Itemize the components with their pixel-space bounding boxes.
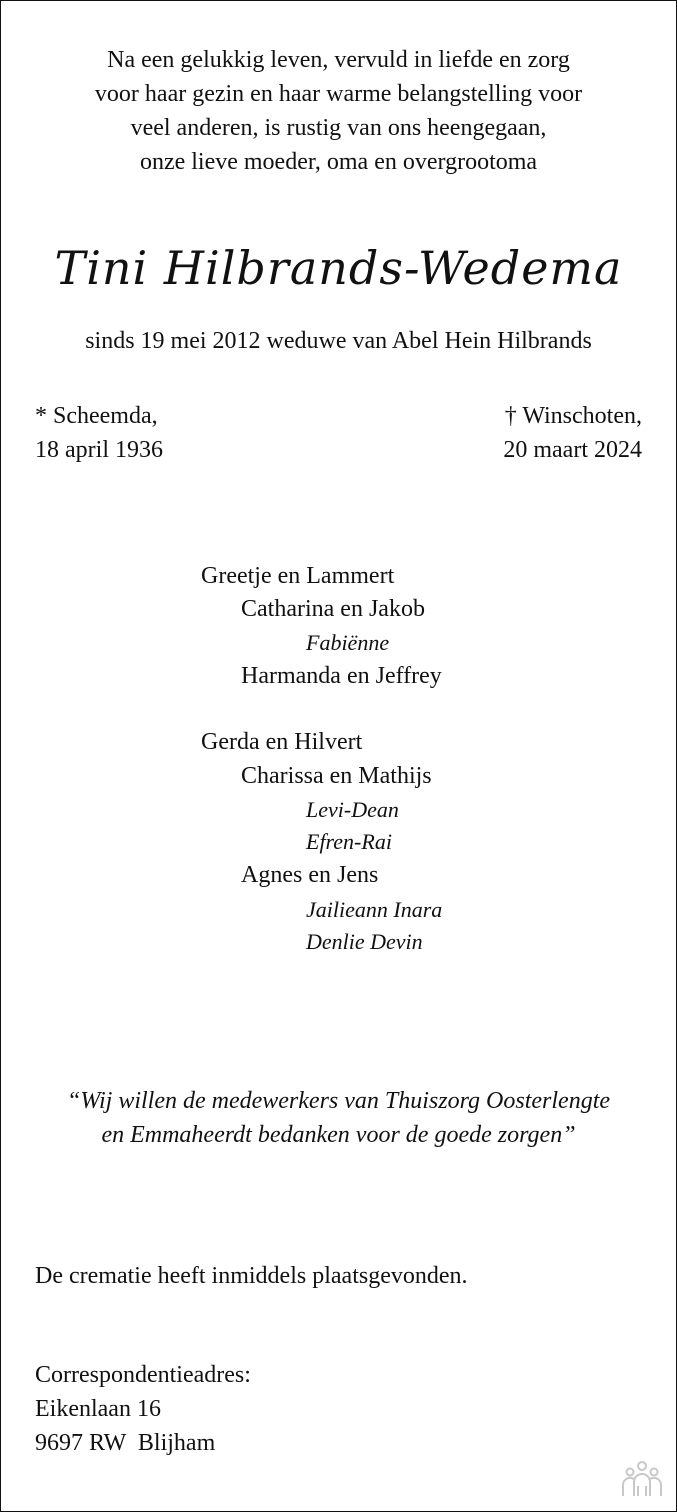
family-parents: Gerda en Hilvert [201,729,363,755]
intro-line: veel anderen, is rustig van ons heengegaan, [130,115,547,141]
family-child: Catharina en Jakob [241,596,425,622]
cremation-notice: De crematie heeft inmiddels plaatsgevonden. [35,1263,468,1289]
people-group-icon [619,1456,665,1502]
intro-text [1,43,676,179]
birth-date: 18 april 1936 [35,437,163,463]
family-child: Agnes en Jens [241,862,379,888]
address-city: 9697 RW Blijham [35,1430,216,1456]
intro-line: voor haar gezin en haar warme belangstelling voor [94,81,583,107]
quote-line: “Wij willen de medewerkers van Thuiszorg Oosterlengte [66,1088,611,1114]
widow-line: sinds 19 mei 2012 weduwe van Abel Hein Hilbrands [85,328,592,354]
death-place: † Winschoten, [504,403,642,429]
family-grandchild: Fabiënne [306,630,390,655]
deceased-name: Tini Hilbrands-Wedema [54,241,623,295]
quote-line: en Emmaheerdt bedanken voor de goede zorgen” [101,1122,576,1148]
family-parents: Greetje en Lammert [201,563,395,589]
intro-line: Na een gelukkig leven, vervuld in liefde en zorg [107,47,570,73]
family-child: Harmanda en Jeffrey [241,663,442,689]
family-grandchild: Efren-Rai [306,829,392,854]
family-child: Charissa en Mathijs [241,763,432,789]
birth-place: * Scheemda, [35,403,158,429]
thank-you-quote [1,1084,676,1152]
address-label: Correspondentieadres: [35,1362,251,1388]
intro-line: onze lieve moeder, oma en overgrootoma [139,149,538,175]
death-date: 20 maart 2024 [503,437,642,463]
family-grandchild: Jailieann Inara [306,897,443,922]
family-grandchild: Denlie Devin [306,929,423,954]
family-grandchild: Levi-Dean [306,797,399,822]
address-street: Eikenlaan 16 [35,1396,161,1422]
